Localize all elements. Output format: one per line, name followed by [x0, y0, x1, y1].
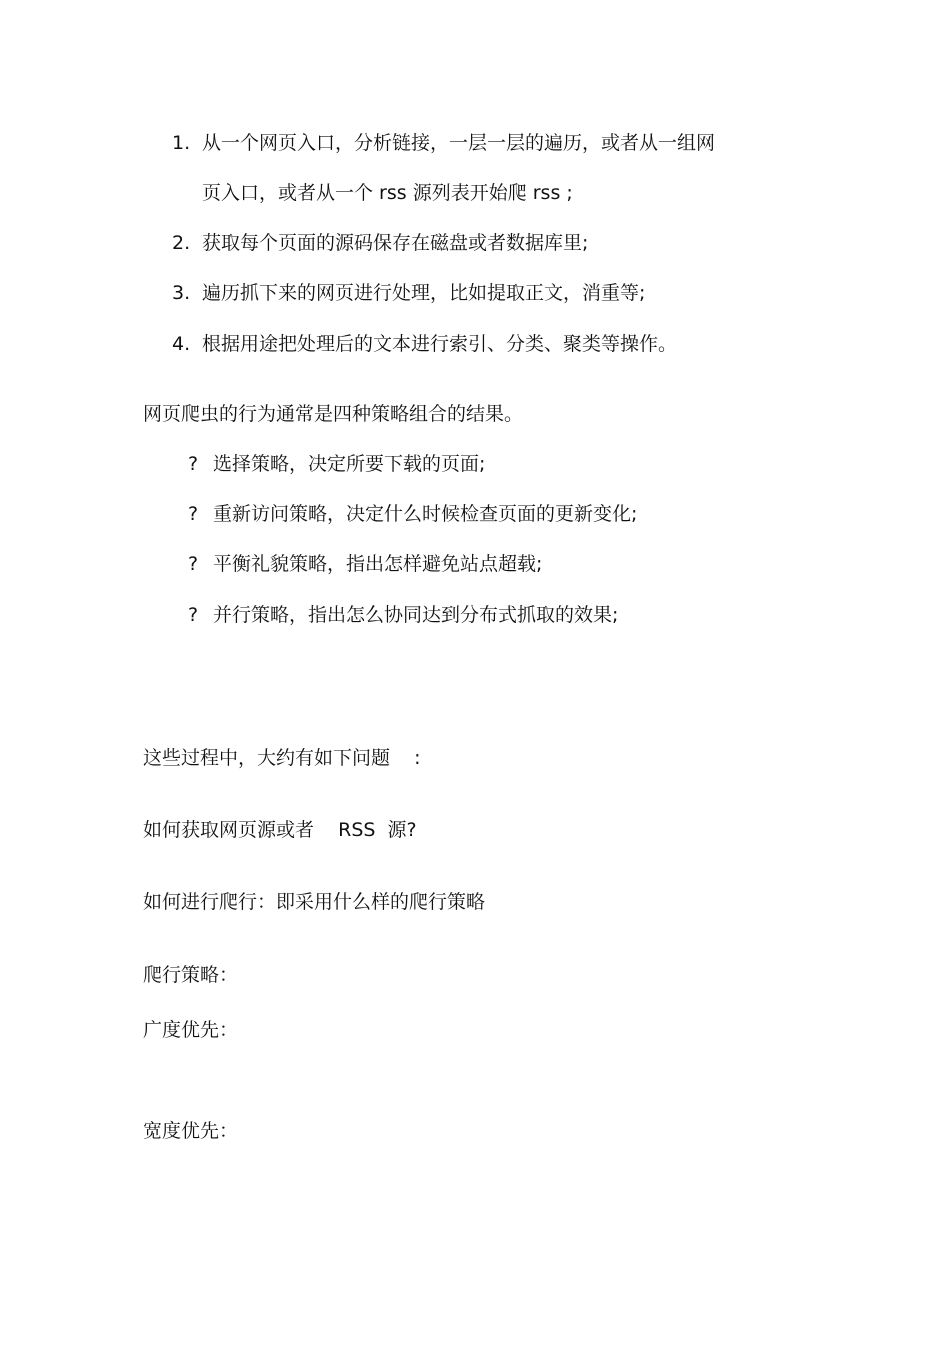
bullet-item-1: 选择策略，决定所要下载的页面;	[213, 453, 486, 475]
bullet-item-3: 平衡礼貌策略，指出怎样避免站点超载;	[213, 553, 543, 575]
heading-breadth-first: 广度优先：	[143, 1019, 239, 1041]
bullet-marker: ?	[188, 604, 199, 626]
paragraph-problems-intro: 这些过程中，大约有如下问题 :	[143, 747, 421, 769]
paragraph-question-strategy: 如何进行爬行：即采用什么样的爬行策略	[143, 891, 486, 913]
list-item-2-line-1: 获取每个页面的源码保存在磁盘或者数据库里;	[202, 232, 589, 254]
list-item-1-line-2: 页入口，或者从一个 rss 源列表开始爬 rss ;	[202, 182, 573, 204]
heading-width-first: 宽度优先：	[143, 1120, 239, 1142]
bullet-item-4: 并行策略，指出怎么协同达到分布式抓取的效果;	[213, 604, 619, 626]
bullet-marker: ?	[188, 453, 199, 475]
intro-sentence: 网页爬虫的行为通常是四种策略组合的结果。	[143, 403, 524, 425]
bullet-marker: ?	[188, 503, 199, 525]
list-item-1-line-1: 从一个网页入口，分析链接，一层一层的遍历，或者从一组网	[202, 132, 716, 154]
list-item-4-line-1: 根据用途把处理后的文本进行索引、分类、聚类等操作。	[202, 333, 678, 355]
list-number-3: 3.	[172, 282, 191, 304]
list-number-4: 4.	[172, 333, 191, 355]
paragraph-question-source: 如何获取网页源或者 RSS 源?	[143, 819, 417, 841]
list-number-2: 2.	[172, 232, 191, 254]
list-number-1: 1.	[172, 132, 191, 154]
bullet-marker: ?	[188, 553, 199, 575]
list-item-3-line-1: 遍历抓下来的网页进行处理，比如提取正文，消重等;	[202, 282, 646, 304]
bullet-item-2: 重新访问策略，决定什么时候检查页面的更新变化;	[213, 503, 638, 525]
heading-crawl-strategy: 爬行策略：	[143, 964, 239, 986]
